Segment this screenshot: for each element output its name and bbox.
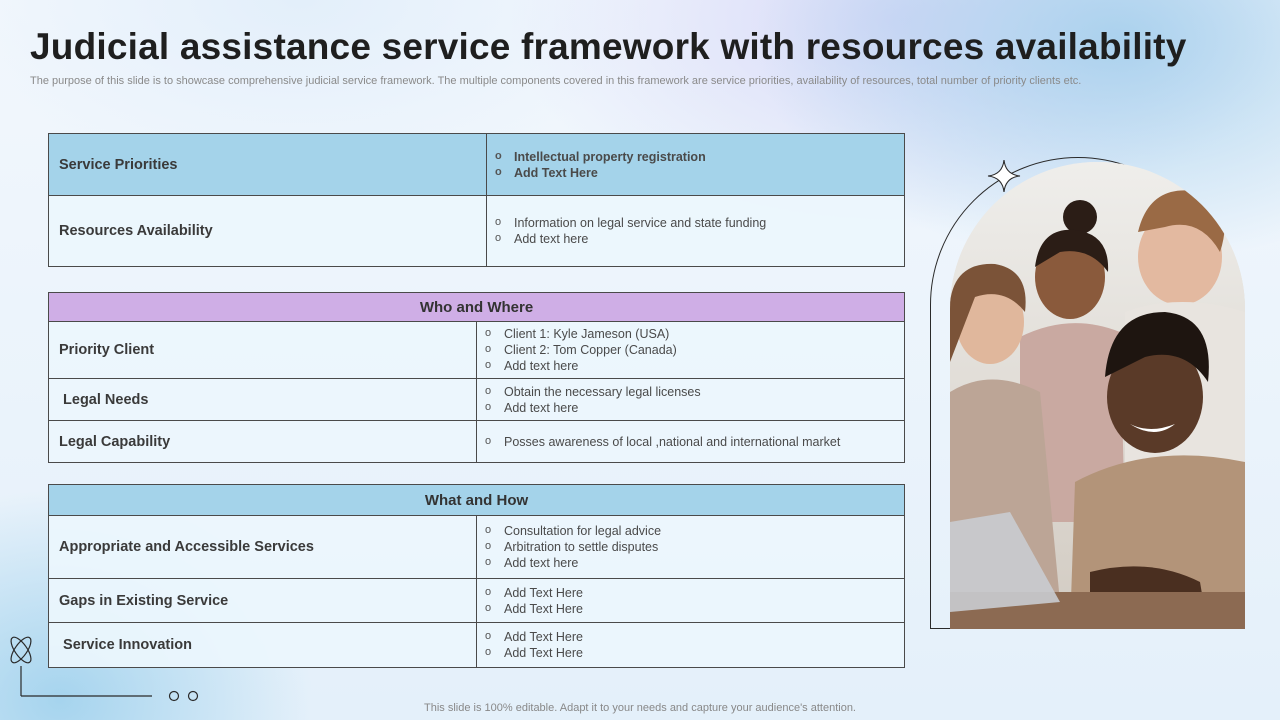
list-item: o Arbitration to settle disputes	[485, 539, 904, 555]
list-item: o Add text here	[495, 231, 904, 247]
list-item: o Add Text Here	[495, 165, 904, 181]
table-row	[49, 379, 905, 421]
table-row	[49, 322, 905, 379]
row-items	[487, 134, 905, 196]
circle-icon	[170, 692, 179, 701]
row-label: Service Innovation	[49, 623, 477, 668]
atom-icon	[7, 634, 34, 665]
list-item: o Add text here	[485, 400, 904, 416]
team-photo	[950, 162, 1245, 629]
list-item: o Add text here	[485, 358, 904, 374]
list-item: o Obtain the necessary legal licenses	[485, 384, 904, 400]
page-subtitle: The purpose of this slide is to showcase comprehensive judicial service framework. The multiple components covered in this framework are service priorities, availability of resources, total number of priority clients etc.	[30, 75, 1082, 87]
row-items	[477, 516, 905, 579]
list-item: o Add Text Here	[485, 601, 904, 617]
list-item: o Consultation for legal advice	[485, 523, 904, 539]
section-heading: Who and Where	[49, 293, 905, 322]
row-label: Appropriate and Accessible Services	[49, 516, 477, 579]
sparkle-icon	[986, 158, 1022, 194]
row-items	[477, 379, 905, 421]
section-heading: What and How	[49, 485, 905, 516]
service-priorities-table	[48, 133, 905, 267]
table-row	[49, 196, 905, 267]
list-item: o Posses awareness of local ,national and international market	[485, 434, 904, 450]
page-title: Judicial assistance service framework with resources availability	[30, 26, 1187, 67]
row-items	[477, 322, 905, 379]
list-item: o Add Text Here	[485, 585, 904, 601]
row-items	[477, 623, 905, 668]
row-label: Legal Capability	[49, 421, 477, 463]
table-row	[49, 134, 905, 196]
list-item: o Add Text Here	[485, 645, 904, 661]
list-item: o Add Text Here	[485, 629, 904, 645]
table-row	[49, 579, 905, 623]
list-item: o Intellectual property registration	[495, 149, 904, 165]
row-label: Legal Needs	[49, 379, 477, 421]
list-item: o Add text here	[485, 555, 904, 571]
row-items	[477, 579, 905, 623]
row-label: Priority Client	[49, 322, 477, 379]
row-items	[487, 196, 905, 267]
who-and-where-table	[48, 292, 905, 463]
row-items	[477, 421, 905, 463]
table-row	[49, 421, 905, 463]
table-row	[49, 516, 905, 579]
row-label: Resources Availability	[49, 196, 487, 267]
list-item: o Information on legal service and state funding	[495, 215, 904, 231]
atom-decoration	[0, 626, 210, 706]
circle-icon	[189, 692, 198, 701]
team-photo-icon	[950, 162, 1245, 629]
row-label: Service Priorities	[49, 134, 487, 196]
row-label: Gaps in Existing Service	[49, 579, 477, 623]
footer-note: This slide is 100% editable. Adapt it to your needs and capture your audience's attention.	[424, 702, 856, 714]
list-item: o Client 2: Tom Copper (Canada)	[485, 342, 904, 358]
list-item: o Client 1: Kyle Jameson (USA)	[485, 326, 904, 342]
